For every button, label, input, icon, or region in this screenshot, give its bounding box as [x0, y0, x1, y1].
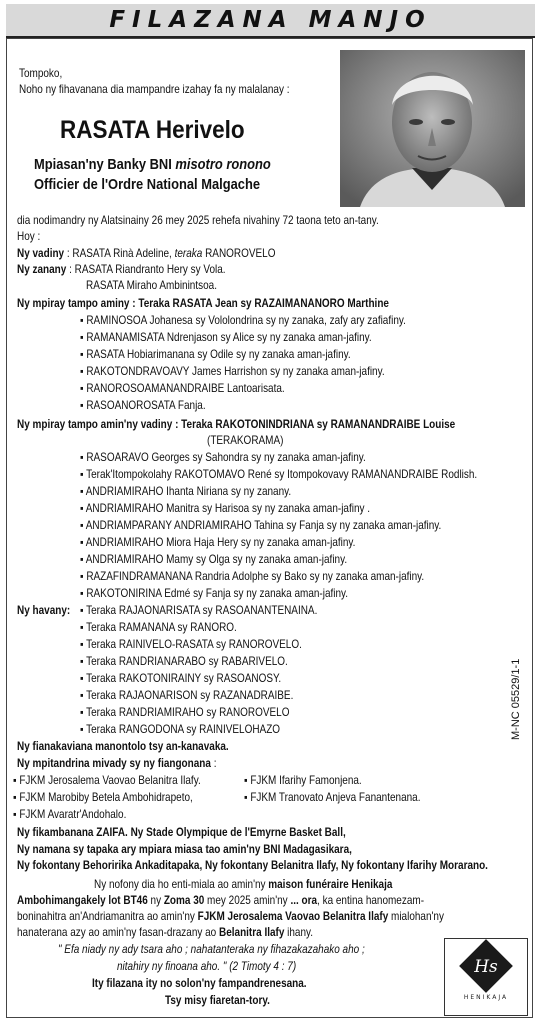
hoy-label: Hoy :	[17, 230, 41, 243]
mpiray2-item: ▪ ANDRIAMIRAHO Miora Haja Hery sy ny zanaka aman-jafiny.	[80, 536, 356, 549]
fiangonana-text: FJKM Jerosalema Vaovao Belanitra Ilafy.	[19, 774, 201, 787]
vadiny-born: RANOROVELO	[202, 247, 276, 260]
havany-item: ▪ Teraka RAMANANA sy RANORO.	[80, 621, 237, 634]
havany-label: Ny havany:	[17, 604, 71, 617]
intro-text: Noho ny fihavanana dia mampandre izahay fa ny malalanay :	[19, 83, 290, 96]
mpiray1-head: Teraka RASATA Jean sy RAZAIMANANORO Marthine	[138, 297, 389, 310]
reference-code: M-NC 05529/1-1	[510, 658, 522, 740]
zanany-label: Ny zanany	[17, 263, 67, 276]
mpiray2-item: ▪ RAZAFINDRAMANANA Randria Adolphe sy Bako sy ny zanaka aman-jafiny.	[80, 570, 425, 583]
havany-item: ▪ Teraka RAJAONARISON sy RAZANADRAIBE.	[80, 689, 294, 702]
mpiray2-text: ANDRIAMIRAHO Miora Haja Hery sy ny zanaka aman-jafiny.	[85, 536, 356, 549]
mpiray2-text: RAKOTONIRINA Edmé sy Fanja sy ny zanaka aman-jafiny.	[86, 587, 349, 600]
havany-text: Teraka RAJAONARISON sy RAZANADRAIBE.	[86, 689, 294, 702]
fikambanana-line	[17, 825, 346, 841]
fiangonana-text: FJKM Avaratr'Andohalo.	[19, 808, 127, 821]
mpiray2-sub: (TERAKORAMA)	[207, 434, 284, 447]
zanany-1: : RASATA Riandranto Hery sy Vola.	[69, 263, 226, 276]
havany-text: Teraka RAKOTONIRAINY sy RASOANOSY.	[86, 672, 282, 685]
mpiray1-text: RAKOTONDRAVOAVY James Harrishon sy ny zanaka aman-jafiny.	[86, 365, 385, 378]
closing-text-2: Tsy misy fiaretan-tory.	[165, 994, 270, 1007]
mpiray2-item: ▪ ANDRIAMPARANY ANDRIAMIRAHO Tahina sy Fanja sy ny zanaka aman-jafiny.	[80, 519, 442, 532]
namana-bank: BNI Madagasikara,	[263, 843, 352, 856]
mpiray2-item: ▪ Terak'Itompokolahy RAKOTOMAVO René sy Itompokovavy RAMANANDRAIBE Rodlish.	[80, 468, 478, 481]
havany-text: Teraka RANGODONA sy RAINIVELOHAZO	[86, 723, 281, 736]
mpiray2-line	[17, 417, 455, 433]
closing-1	[92, 976, 307, 992]
mpiray1-item: ▪ RAMANAMISATA Ndrenjason sy Alice sy ny zanaka aman-jafiny.	[80, 331, 372, 344]
havany-line	[17, 603, 70, 619]
intro-greeting: Tompoko,	[19, 67, 63, 80]
fiangonana-text: FJKM Tranovato Anjeva Fanantenana.	[250, 791, 421, 804]
death-statement: dia nodimandry ny Alatsinainy 26 mey 2025 rehefa nivahiny 72 taona teto an-tany.	[17, 214, 379, 227]
vadiny-line	[17, 246, 275, 262]
fiangonana-4: ▪ FJKM Tranovato Anjeva Fanantenana.	[244, 791, 421, 804]
fiangonana-2: ▪ FJKM Ifarihy Famonjena.	[244, 774, 362, 787]
mpiray2-item: ▪ RAKOTONIRINA Edmé sy Fanja sy ny zanaka aman-jafiny.	[80, 587, 349, 600]
fianakaviana-text: Ny fianakaviana manontolo tsy an-kanavaka.	[17, 740, 229, 753]
mpiray2-head: Teraka RAKOTONINDRIANA sy RAMANANDRAIBE Louise	[181, 418, 456, 431]
fiangonana-1: ▪ FJKM Jerosalema Vaovao Belanitra Ilafy.	[13, 774, 201, 787]
zanany-2: RASATA Miraho Ambinintsoa.	[86, 279, 217, 292]
zanany-line	[17, 262, 226, 278]
mpiray1-text: RAMANAMISATA Ndrenjason sy Alice sy ny zanaka aman-jafiny.	[86, 331, 372, 344]
mpiray2-text: Terak'Itompokolahy RAKOTOMAVO René sy Itompokovavy RAMANANDRAIBE Rodlish.	[86, 468, 478, 481]
havany-item: ▪ Teraka RAINIVELO-RASATA sy RANOROVELO.	[80, 638, 302, 651]
portrait-icon	[340, 50, 525, 207]
mpiray2-text: ANDRIAMIRAHO Manitra sy Harisoa sy ny zanaka aman-jafiny .	[85, 502, 371, 515]
closing-2	[165, 993, 270, 1009]
mpiray1-item: ▪ RASOANOROSATA Fanja.	[80, 399, 206, 412]
havany-item: ▪ Teraka RANGODONA sy RAINIVELOHAZO	[80, 723, 281, 736]
fianakaviana-line	[17, 739, 229, 755]
fokontany-line	[17, 858, 488, 874]
mpiray2-text: RASOARAVO Georges sy Sahondra sy ny zanaka aman-jafiny.	[86, 451, 366, 464]
nofony-address: Ambohimangakely lot BT46	[17, 894, 148, 907]
logo-mark: Hs	[474, 957, 498, 977]
nofony-ny: ny	[147, 894, 164, 907]
vadiny-teraka: teraka	[174, 247, 203, 260]
mpiray1-text: RASOANOROSATA Fanja.	[86, 399, 206, 412]
nofony-place: maison funéraire Henikaja	[268, 878, 393, 891]
mpiray1-text: RAMINOSOA Johanesa sy Vololondrina sy ny zanaka, zafy ary zafiafiny.	[86, 314, 406, 327]
vadiny-label: Ny vadiny	[17, 247, 65, 260]
nofony-cont-3: mialohan'ny	[388, 910, 444, 923]
mpiray1-item: ▪ RANOROSOAMANANDRAIBE Lantoarisata.	[80, 382, 285, 395]
nofony-time: ... ora	[290, 894, 318, 907]
logo-text: HENIKAJA	[463, 994, 509, 1001]
mivady-text: Ny mpitandrina mivady sy ny fiangonana	[17, 757, 211, 770]
fiangonana-text: FJKM Marobiby Betela Ambohidrapeto,	[19, 791, 193, 804]
nofony-cont: , ka entina hanomezam-	[317, 894, 425, 907]
havany-text: Teraka RANDRIAMIRAHO sy RANOROVELO	[86, 706, 290, 719]
nofony-day: Zoma 30	[163, 894, 205, 907]
fiangonana-3: ▪ FJKM Marobiby Betela Ambohidrapeto,	[13, 791, 193, 804]
role-text: Mpiasan'ny Banky BNI	[34, 156, 176, 173]
verse-text-2: nitahiry ny finoana aho. "	[117, 960, 227, 973]
fikambanana-text: Ny fikambanana ZAIFA. Ny Stade Olympique de l'Emyrne Basket Ball,	[17, 826, 346, 839]
mpiray2-item: ▪ ANDRIAMIRAHO Mamy sy Olga sy ny zanaka aman-jafiny.	[80, 553, 348, 566]
mpiray2-text: ANDRIAMIRAHO Ihanta Niriana sy ny zanany.	[85, 485, 292, 498]
mpiray1-item: ▪ RAKOTONDRAVOAVY James Harrishon sy ny zanaka aman-jafiny.	[80, 365, 385, 378]
fokontany-text: Ny fokontany Behoririka Ankaditapaka, Ny fokontany Belanitra Ilafy, Ny fokontany Ifarihy Morarano.	[17, 859, 488, 872]
nofony-church: FJKM Jerosalema Vaovao Belanitra Ilafy	[197, 910, 389, 923]
havany-item: ▪ Teraka RAKOTONIRAINY sy RASOANOSY.	[80, 672, 282, 685]
mpiray1-item: ▪ RASATA Hobiarimanana sy Odile sy ny zanaka aman-jafiny.	[80, 348, 351, 361]
nofony-text-3: boninahitra an'Andriamanitra ao amin'ny	[17, 910, 198, 923]
verse-line-2	[117, 959, 296, 975]
havany-text: Teraka RANDRIANARABO sy RABARIVELO.	[86, 655, 288, 668]
mpiray1-line	[17, 296, 389, 312]
mpiray2-item: ▪ ANDRIAMIRAHO Ihanta Niriana sy ny zanany.	[80, 485, 292, 498]
verse-line-1	[58, 942, 365, 958]
portrait-photo	[340, 50, 525, 207]
henikaja-logo-icon	[445, 939, 527, 1015]
havany-item: ▪ Teraka RANDRIAMIRAHO sy RANOROVELO	[80, 706, 290, 719]
mivady-colon: :	[210, 757, 217, 770]
mpiray1-item: ▪ RAMINOSOA Johanesa sy Vololondrina sy ny zanaka, zafy ary zafiafiny.	[80, 314, 406, 327]
mpiray2-text: ANDRIAMIRAHO Mamy sy Olga sy ny zanaka aman-jafiny.	[85, 553, 348, 566]
havany-text: Teraka RAMANANA sy RANORO.	[86, 621, 237, 634]
namana-text: Ny namana sy tapaka ary mpiara miasa tao amin'ny	[17, 843, 264, 856]
mpiray1-text: RASATA Hobiarimanana sy Odile sy ny zanaka aman-jafiny.	[86, 348, 351, 361]
namana-line	[17, 842, 352, 858]
havany-item: ▪ Teraka RAJAONARISATA sy RASOANANTENAINA.	[80, 604, 318, 617]
mpiray2-text: ANDRIAMPARANY ANDRIAMIRAHO Tahina sy Fanja sy ny zanaka aman-jafiny.	[85, 519, 442, 532]
vadiny-name: : RASATA Rinà Adeline,	[66, 247, 175, 260]
nofony-date: mey 2025 amin'ny	[204, 894, 291, 907]
fiangonana-5: ▪ FJKM Avaratr'Andohalo.	[13, 808, 127, 821]
verse-text-1: " Efa niady ny ady tsara aho ; nahatanteraka ny fihazakazahako aho ;	[58, 943, 365, 956]
havany-text: Teraka RAJAONARISATA sy RASOANANTENAINA.	[86, 604, 318, 617]
nofony-line-1	[94, 877, 392, 893]
deceased-honor: Officier de l'Ordre National Malgache	[34, 176, 261, 193]
role-retired: misotro ronono	[175, 156, 271, 173]
nofony-line-4	[17, 925, 313, 941]
nofony-text: Ny nofony dia ho enti-miala ao amin'ny	[94, 878, 269, 891]
mpiray1-text: RANOROSOAMANANDRAIBE Lantoarisata.	[86, 382, 285, 395]
verse-ref: (2 Timoty 4 : 7)	[226, 960, 297, 973]
nofony-end: ihany.	[284, 926, 314, 939]
nofony-line-3	[17, 909, 444, 925]
nofony-line-2	[17, 893, 424, 909]
mpiray2-item: ▪ RASOARAVO Georges sy Sahondra sy ny zanaka aman-jafiny.	[80, 451, 366, 464]
mpiray1-label: Ny mpiray tampo aminy :	[17, 297, 136, 310]
henikaja-logo	[444, 938, 528, 1016]
havany-item: ▪ Teraka RANDRIANARABO sy RABARIVELO.	[80, 655, 288, 668]
mivady-line	[17, 756, 216, 772]
havany-text: Teraka RAINIVELO-RASATA sy RANOROVELO.	[86, 638, 302, 651]
fiangonana-text: FJKM Ifarihy Famonjena.	[250, 774, 362, 787]
deceased-name: RASATA Herivelo	[60, 116, 245, 144]
mpiray2-text: RAZAFINDRAMANANA Randria Adolphe sy Bako sy ny zanaka aman-jafiny.	[86, 570, 425, 583]
notice-title: FILAZANA MANJO	[109, 7, 432, 33]
mpiray2-item: ▪ ANDRIAMIRAHO Manitra sy Harisoa sy ny zanaka aman-jafiny .	[80, 502, 371, 515]
header-banner	[6, 4, 535, 38]
nofony-grave: Belanitra Ilafy	[219, 926, 285, 939]
deceased-role	[34, 156, 271, 173]
mpiray2-label: Ny mpiray tampo amin'ny vadiny :	[17, 418, 179, 431]
nofony-text-4: hanaterana azy ao amin'ny fasan-drazany ao	[17, 926, 220, 939]
closing-text-1: Ity filazana ity no solon'ny fampandrenesana.	[92, 977, 307, 990]
